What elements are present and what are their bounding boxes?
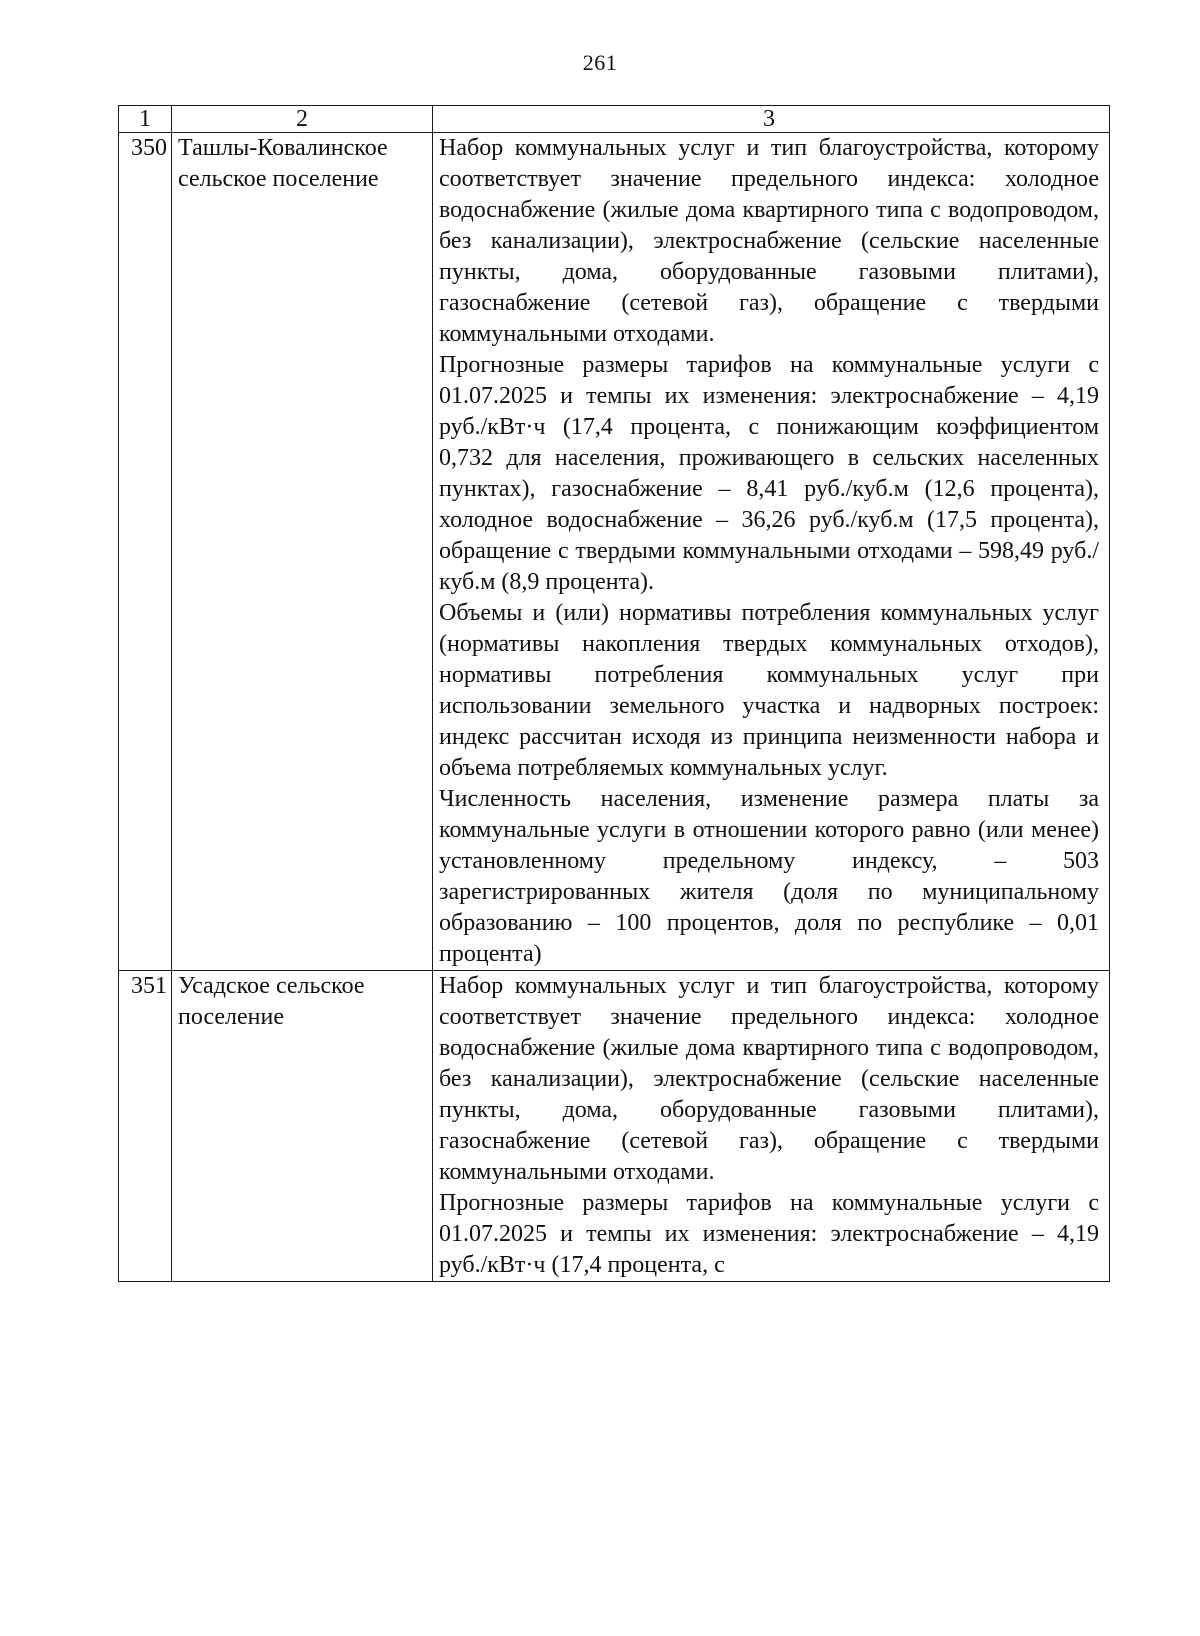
table-row	[119, 133, 1110, 971]
settlement-description	[433, 133, 1110, 971]
settlement-name	[172, 133, 433, 971]
description-paragraph: Объемы и (или) нормативы потребления коммунальных услуг (нормативы накопления твердых коммунальных отходов), нормативы потребления коммунальных услуг при использовании земельного участка и надворных построек: индекс рассчитан исходя из принципа неизменности набора и объема потребляемых коммунальных услуг.	[439, 600, 1099, 781]
header-col-3: 3	[433, 106, 1110, 133]
settlement-name-text: Ташлы-Ковалинское сельское поселение	[178, 135, 388, 192]
table-header-row	[119, 106, 1110, 133]
header-col-2: 2	[172, 106, 433, 133]
description-paragraph: Численность населения, изменение размера платы за коммунальные услуги в отношении которого равно (или менее) установленному предельному индексу, – 503 зарегистрированных жителя (доля по муниципальному образованию – 100 процентов, доля по республике – 0,01 процента)	[439, 786, 1099, 967]
description-paragraph: Набор коммунальных услуг и тип благоустройства, которому соответствует значение предельного индекса: холодное водоснабжение (жилые дома квартирного типа с водопроводом, без канализации), электроснабжение (сельские населенные пункты, дома, оборудованные газовыми плитами), газоснабжение (сетевой газ), обращение с твердыми коммунальными отходами.	[439, 135, 1099, 347]
description-paragraph: Прогнозные размеры тарифов на коммунальные услуги с 01.07.2025 и темпы их изменения: электроснабжение – 4,19 руб./кВт·ч (17,4 процента, с понижающим коэффициентом 0,732 для населения, проживающего в сельских населенных пунктах), газоснабжение – 8,41 руб./куб.м (12,6 процента), холодное водоснабжение – 36,26 руб./куб.м (17,5 процента), обращение с твердыми коммунальными отходами – 598,49 руб./куб.м (8,9 процента).	[439, 352, 1099, 595]
table-row	[119, 971, 1110, 1282]
settlement-name	[172, 971, 433, 1282]
page-number: 261	[582, 50, 618, 75]
row-number: 350	[119, 133, 172, 971]
header-col-1: 1	[119, 106, 172, 133]
settlement-description	[433, 971, 1110, 1282]
settlement-name-text: Усадское сельское поселение	[178, 973, 365, 1030]
description-paragraph: Набор коммунальных услуг и тип благоустройства, которому соответствует значение предельного индекса: холодное водоснабжение (жилые дома квартирного типа с водопроводом, без канализации), электроснабжение (сельские населенные пункты, дома, оборудованные газовыми плитами), газоснабжение (сетевой газ), обращение с твердыми коммунальными отходами.	[439, 973, 1099, 1185]
tariff-table	[118, 105, 1110, 1282]
row-number: 351	[119, 971, 172, 1282]
description-paragraph: Прогнозные размеры тарифов на коммунальные услуги с 01.07.2025 и темпы их изменения: электроснабжение – 4,19 руб./кВт·ч (17,4 процента, с	[439, 1190, 1099, 1278]
